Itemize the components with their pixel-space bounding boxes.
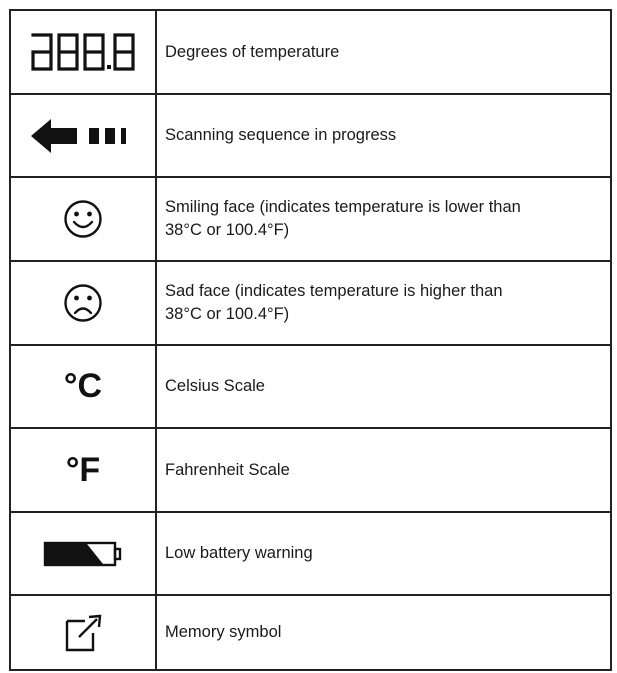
row-label: Sad face (indicates temperature is higher than 38°C or 100.4°F) — [165, 282, 503, 323]
left-arrow-progress-bars-icon — [31, 118, 135, 154]
low-battery-icon — [43, 541, 123, 567]
sad-face-icon — [63, 283, 103, 323]
table-row — [10, 428, 611, 512]
description-cell — [156, 94, 611, 177]
description-cell — [156, 595, 611, 670]
description-cell — [156, 261, 611, 345]
symbol-cell — [10, 261, 156, 345]
row-label: Degrees of temperature — [165, 42, 340, 61]
row-label: Fahrenheit Scale — [165, 460, 290, 479]
symbol-cell — [10, 177, 156, 261]
row-label: Memory symbol — [165, 623, 282, 641]
row-label: Celsius Scale — [165, 377, 265, 395]
memory-symbol-icon — [63, 613, 103, 653]
table-row — [10, 10, 611, 94]
symbol-cell — [10, 10, 156, 94]
row-label: Low battery warning — [165, 544, 313, 562]
symbol-cell — [10, 512, 156, 595]
row-label: Smiling face (indicates temperature is lower than 38°C or 100.4°F) — [165, 198, 521, 239]
fahrenheit-icon: °F — [65, 450, 101, 489]
table-row — [10, 94, 611, 177]
description-cell — [156, 10, 611, 94]
celsius-icon: °C — [63, 367, 103, 405]
row-label: Scanning sequence in progress — [165, 126, 397, 144]
description-cell — [156, 512, 611, 595]
symbol-cell — [10, 595, 156, 670]
description-cell — [156, 345, 611, 428]
table-row — [10, 177, 611, 261]
table-row — [10, 595, 611, 670]
symbol-cell — [10, 94, 156, 177]
symbol-cell — [10, 345, 156, 428]
smiling-face-icon — [63, 199, 103, 239]
table-row — [10, 512, 611, 595]
table-row — [10, 261, 611, 345]
seven-segment-digits-icon — [29, 31, 137, 73]
table-row — [10, 345, 611, 428]
description-cell — [156, 177, 611, 261]
description-cell — [156, 428, 611, 512]
symbol-legend-table — [9, 9, 612, 671]
symbol-cell — [10, 428, 156, 512]
